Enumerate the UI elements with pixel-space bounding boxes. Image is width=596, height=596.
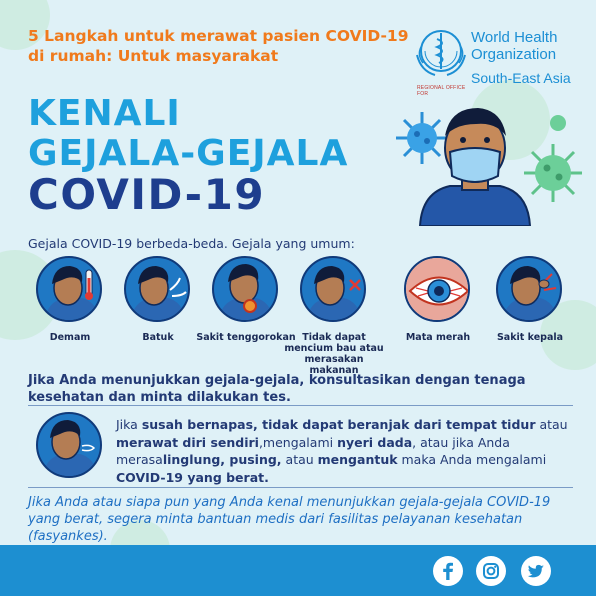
bold-segment: merawat diri sendiri <box>116 434 259 450</box>
bold-segment: susah bernapas, tidak dapat beranjak dari tempat tidur <box>141 417 536 432</box>
no-smell-icon <box>300 256 366 322</box>
who-region: South-East Asia <box>471 70 571 86</box>
text-segment: Jika <box>116 417 142 432</box>
seek-help-text: Jika Anda atau siapa pun yang Anda kenal menunjukkan gejala-gejala COVID-19 yang berat, segera minta bantuan medis dari fasilitas pelayanan kesehatan (fasyankes). <box>28 495 551 544</box>
thermometer-icon <box>36 256 102 322</box>
title-line-1: KENALI <box>28 93 181 134</box>
who-logo <box>413 25 583 95</box>
virus-icon <box>545 110 571 136</box>
header-subtitle: 5 Langkah untuk merawat pasien COVID-19 di rumah: Untuk masyarakat <box>28 27 409 65</box>
bold-segment: mengantuk <box>317 452 398 467</box>
headache-icon <box>496 256 562 322</box>
title-line-3: COVID-19 <box>28 170 266 219</box>
symptom-label: Sakit kepala <box>496 332 564 343</box>
bold-segment: COVID-19 yang berat. <box>116 469 269 485</box>
text-segment: maka Anda mengalami <box>397 452 547 467</box>
divider <box>28 405 573 406</box>
who-office-line: REGIONAL OFFICE FOR <box>417 85 466 97</box>
symptom-label: Demam <box>49 332 91 343</box>
text-segment: atau <box>535 417 568 432</box>
twitter-icon[interactable] <box>521 556 551 586</box>
red-eye-icon <box>404 256 470 322</box>
cough-icon <box>124 256 190 322</box>
breathing-difficulty-icon <box>36 412 102 478</box>
facebook-icon[interactable] <box>433 556 463 586</box>
footer-bar <box>0 545 596 596</box>
symptom-label: Batuk <box>142 332 174 343</box>
advice-consult: Jika Anda menunjukkan gejala-gejala, konsultasikan dengan tenaga kesehatan dan minta dilakukan tes. <box>28 373 526 405</box>
symptom-label: Sakit tenggorokan <box>196 332 296 343</box>
bold-segment: linglung, pusing, <box>162 452 282 467</box>
text-segment: atau <box>281 452 318 467</box>
instagram-icon[interactable] <box>476 556 506 586</box>
who-emblem-icon <box>413 25 469 83</box>
title-line-2: GEJALA-GEJALA <box>28 133 349 174</box>
masked-man-illustration <box>410 96 540 226</box>
text-segment: , atau jika Anda merasa <box>116 434 510 467</box>
text-segment: ,mengalami <box>258 434 338 450</box>
symptom-label: Mata merah <box>405 332 471 343</box>
divider <box>28 487 573 488</box>
symptom-label: Tidak dapat mencium bau atau merasakan makanan <box>284 332 384 376</box>
severe-symptoms-text <box>116 416 576 486</box>
sore-throat-icon <box>212 256 278 322</box>
bold-segment: nyeri dada <box>337 434 413 450</box>
symptoms-intro: Gejala COVID-19 berbeda-beda. Gejala yang umum: <box>28 236 355 251</box>
who-name: World Health Organization <box>471 29 558 63</box>
